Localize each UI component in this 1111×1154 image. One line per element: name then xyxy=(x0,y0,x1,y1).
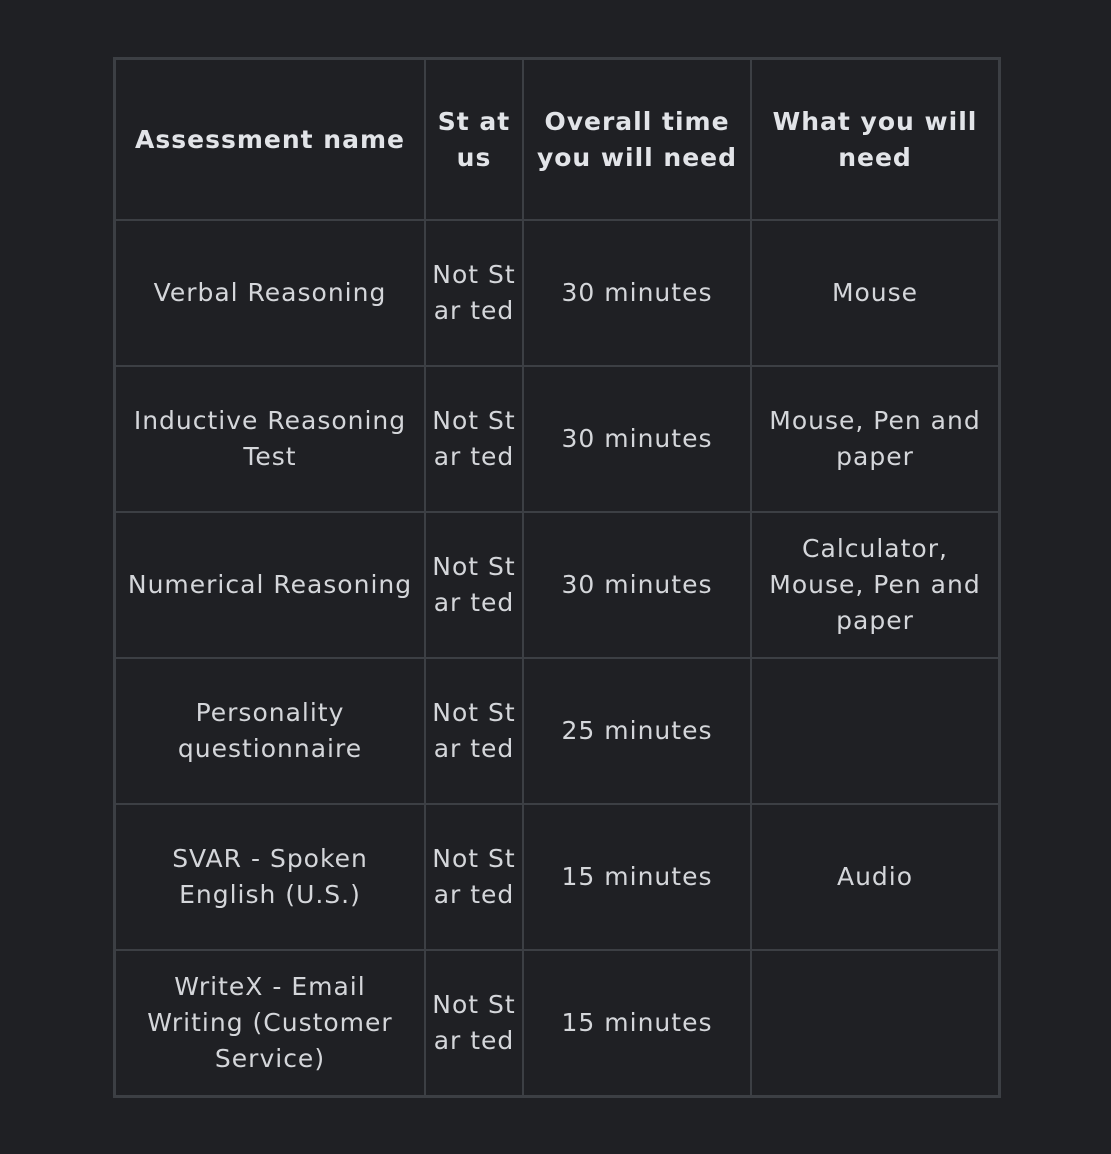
header-what-you-need: What you will need xyxy=(751,59,999,220)
table-row xyxy=(115,366,999,512)
status-cell: Not Star ted xyxy=(425,366,523,512)
needs-cell: Audio xyxy=(751,804,999,950)
needs-cell xyxy=(751,658,999,804)
table-row xyxy=(115,512,999,658)
time-cell: 30 minutes xyxy=(523,220,751,366)
needs-cell xyxy=(751,950,999,1096)
status-cell: Not Star ted xyxy=(425,658,523,804)
time-cell: 25 minutes xyxy=(523,658,751,804)
header-status-text: St at us xyxy=(437,106,511,172)
assessment-name-cell: SVAR - Spoken English (U.S.) xyxy=(115,804,425,950)
needs-cell: Mouse, Pen and paper xyxy=(751,366,999,512)
header-assessment-name: Assessment name xyxy=(115,59,425,220)
status-cell: Not Star ted xyxy=(425,804,523,950)
table-header-row xyxy=(115,59,999,220)
assessment-name-cell: Inductive Reasoning Test xyxy=(115,366,425,512)
needs-cell: Mouse xyxy=(751,220,999,366)
status-cell: Not Star ted xyxy=(425,950,523,1096)
table-row xyxy=(115,220,999,366)
table-row xyxy=(115,950,999,1096)
assessment-name-cell: Numerical Reasoning xyxy=(115,512,425,658)
assessment-name-cell: WriteX - Email Writing (Customer Service) xyxy=(115,950,425,1096)
time-cell: 15 minutes xyxy=(523,804,751,950)
header-overall-time: Overall time you will need xyxy=(523,59,751,220)
time-cell: 30 minutes xyxy=(523,366,751,512)
header-status xyxy=(425,59,523,220)
time-cell: 30 minutes xyxy=(523,512,751,658)
needs-cell: Calculator, Mouse, Pen and paper xyxy=(751,512,999,658)
assessments-table xyxy=(113,57,1001,1098)
assessment-name-cell: Personality questionnaire xyxy=(115,658,425,804)
status-cell: Not Star ted xyxy=(425,220,523,366)
time-cell: 15 minutes xyxy=(523,950,751,1096)
assessment-name-cell: Verbal Reasoning xyxy=(115,220,425,366)
status-cell: Not Star ted xyxy=(425,512,523,658)
table-row xyxy=(115,658,999,804)
table-row xyxy=(115,804,999,950)
